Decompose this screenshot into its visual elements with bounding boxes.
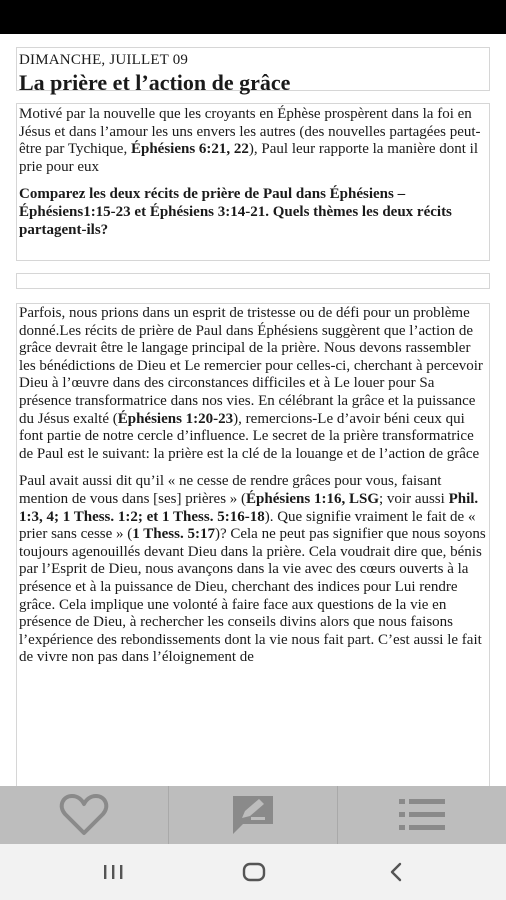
lesson-content[interactable] — [0, 34, 506, 786]
study-question: Comparez les deux récits de prière de Paul dans Éphésiens – Éphésiens1:15-23 et Éphésiens 3:14-21. Quels thèmes les deux récits partagent-ils? — [19, 186, 452, 238]
home-button[interactable] — [234, 858, 274, 886]
lesson-title: La prière et l’action de grâce — [19, 70, 291, 95]
recent-apps-button[interactable] — [93, 858, 133, 886]
bottom-navigation — [0, 786, 506, 844]
back-button[interactable] — [376, 858, 416, 886]
home-icon — [241, 861, 267, 883]
list-icon — [397, 795, 447, 835]
favorite-button[interactable] — [0, 786, 168, 844]
lesson-date: DIMANCHE, JUILLET 09 — [19, 52, 189, 68]
bible-reference[interactable]: 1 Thess. 5:17 — [132, 526, 215, 543]
edit-note-icon — [229, 793, 277, 837]
bible-reference[interactable]: Phil. 1:3, 4; 1 Thess. 1:2; et 1 Thess. 5:16-18 — [19, 490, 479, 525]
contents-button[interactable] — [338, 786, 506, 844]
status-bar — [0, 0, 506, 34]
recent-apps-icon — [101, 862, 125, 882]
intro-card — [16, 103, 490, 261]
heart-icon — [59, 793, 109, 837]
notes-button[interactable] — [169, 786, 337, 844]
commentary-paragraph-2: Paul avait aussi dit qu’il « ne cesse de rendre grâces pour vous, faisant mention de vous dans [ses] prières » (Éphésiens 1:16, LSG; voir aussi Phil. 1:3, 4; 1 Thess. 1:2; et 1 Thess. 5:16-18). Que signifie vraiment le fait de « prier sans cesse » (1 Thess. 5:17)? Cela ne peut pas signifier que nous soyons toujours agenouillés devant Dieu dans la prière. Cela voudrait dire que, bénis par l’Esprit de Dieu, nous avançons dans la vie avec des cœurs ouverts à la présence et à la puissance de Dieu, cherchant des indices pour Lui rendre grâce. Cela implique une volonté à faire face aux questions de la vie en présence de Dieu, à rechercher les conseils divins alors que nous faisons l’expérience des rebondissements dont la vie nous fait part. C’est aussi le fait de vivre non pas dans l’éloignement de — [19, 473, 486, 666]
header-card — [16, 47, 490, 95]
system-navigation-bar — [0, 844, 506, 900]
answer-field[interactable] — [16, 273, 490, 289]
bible-reference[interactable]: Éphésiens 1:16, LSG — [246, 490, 379, 507]
bible-reference[interactable]: Éphésiens 1:20-23 — [117, 410, 234, 427]
bible-reference[interactable]: Éphésiens 6:21, 22 — [130, 141, 249, 158]
commentary-card — [16, 303, 490, 786]
back-icon — [386, 861, 406, 883]
commentary-paragraph-1: Parfois, nous prions dans un esprit de tristesse ou de défi pour un problème donné.Les récits de prière de Paul dans Éphésiens suggèrent que l’action de grâce devrait être le langage principal de la prière. Nous devons rassembler les bénédictions de Dieu et Le remercier pour celles-ci, cherchant à percevoir Dieu à l’œuvre dans des circonstances difficiles et à Le louer pour Sa présence transformatrice dans nos vies. En célébrant la grâce et la puissance du Jésus exalté (Éphésiens 1:20-23), remercions-Le d’avoir béni ceux qui font partie de notre cercle d’influence. Le secret de la prière transformatrice de Paul est le suivant: la prière est la clé de la louange et de l’action de grâce — [19, 305, 483, 462]
intro-paragraph: Motivé par la nouvelle que les croyants en Éphèse prospèrent dans la foi en Jésus et dans l’amour les uns envers les autres (des nouvelles partagées peut-être par Tychique, Éphésiens 6:21, 22), Paul leur rapporte la manière dont il prie pour eux — [19, 106, 481, 175]
